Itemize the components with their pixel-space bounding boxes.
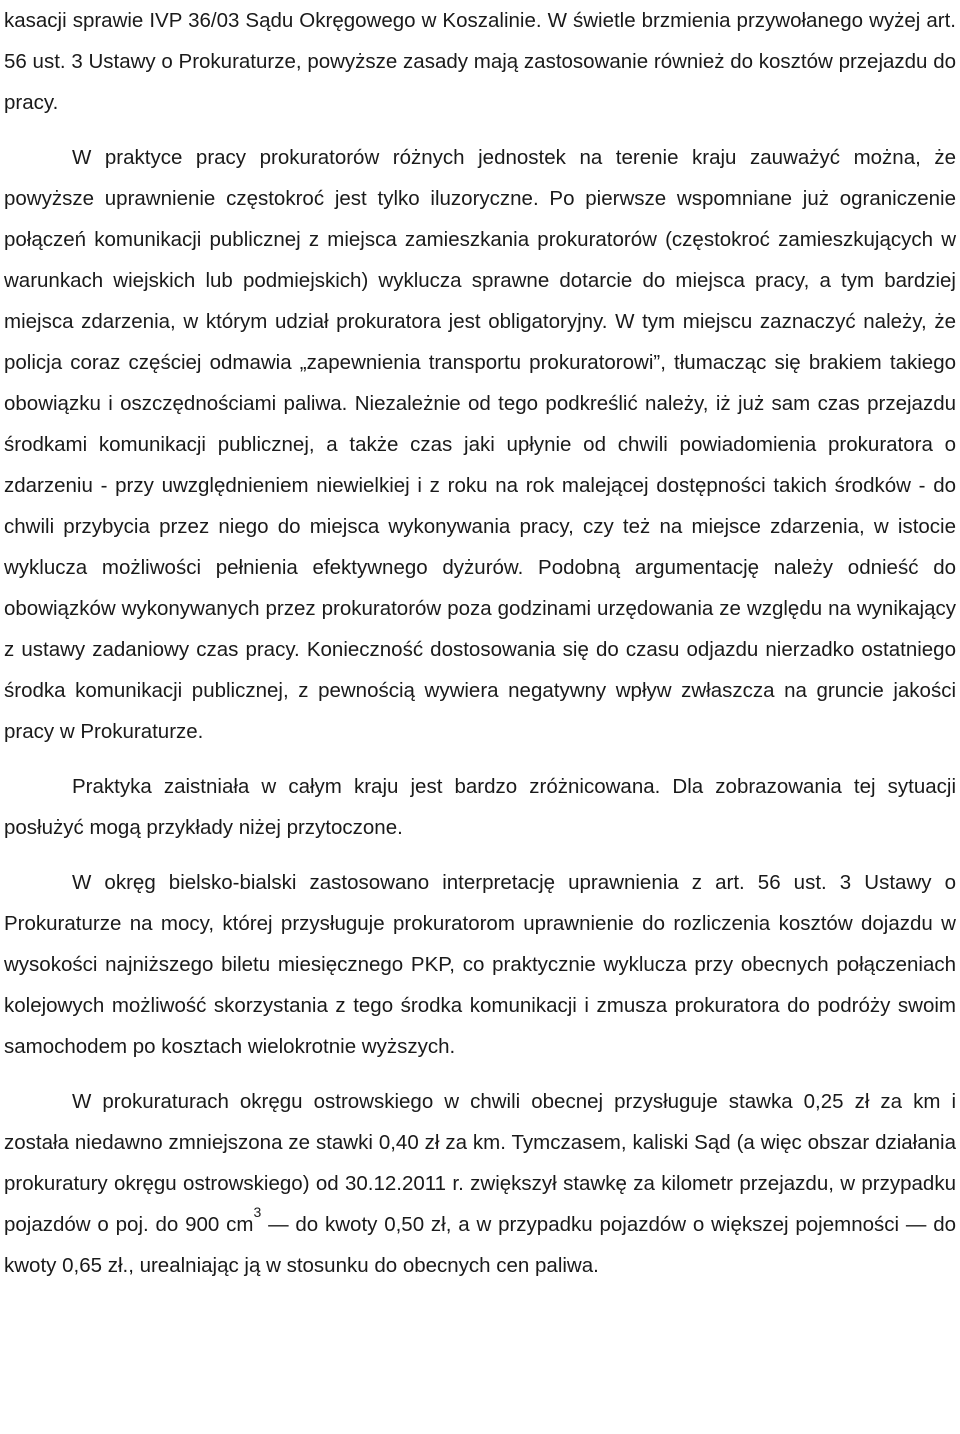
paragraph-2: W praktyce pracy prokuratorów różnych jednostek na terenie kraju zauważyć można, że powyższe uprawnienie częstokroć jest tylko iluzoryczne. Po pierwsze wspomniane już ograniczenie połączeń komunikacji publicznej z miejsca zamieszkania prokuratorów (częstokroć zamieszkujących w warunkach wiejskich lub podmiejskich) wyklucza sprawne dotarcie do miejsca pracy, a tym bardziej miejsca zdarzenia, w którym udział prokuratora jest obligatoryjny. W tym miejscu zaznaczyć należy, że policja coraz częściej odmawia „zapewnienia transportu prokuratorowi”, tłumacząc się brakiem takiego obowiązku i oszczędnościami paliwa. Niezależnie od tego podkreślić należy, iż już sam czas przejazdu środkami komunikacji publicznej, a także czas jaki upłynie od chwili powiadomienia prokuratora o zdarzeniu - przy uwzględnieniem niewielkiej i z roku na rok malejącej dostępności takich środków - do chwili przybycia przez niego do miejsca wykonywania pracy, czy też na miejsce zdarzenia, w istocie wyklucza możliwości pełnienia efektywnego dyżurów. Podobną argumentację należy odnieść do obowiązków wykonywanych przez prokuratorów poza godzinami urzędowania ze względu na wynikający z ustawy zadaniowy czas pracy. Konieczność dostosowania się do czasu odjazdu nierzadko ostatniego środka komunikacji publicznej, z pewnością wywiera negatywny wpływ zwłaszcza na gruncie jakości pracy w Prokuraturze. bbox=[4, 146, 956, 743]
paragraph-5-part-b: — do kwoty 0,50 zł, a w przypadku pojazdów o większej pojemności — do kwoty 0,65 zł., urealniając ją w stosunku do obecnych cen paliwa. bbox=[4, 1213, 956, 1277]
paragraph-5-part-a: W prokuraturach okręgu ostrowskiego w chwili obecnej przysługuje stawka 0,25 zł za km i została niedawno zmniejszona ze stawki 0,40 zł za km. Tymczasem, kaliski Sąd (a więc obszar działania prokuratury okręgu ostrowskiego) od 30.12.2011 r. zwiększył stawkę za kilometr przejazdu, w przypadku pojazdów o poj. do 900 cm bbox=[4, 1090, 956, 1236]
paragraph-4: W okręg bielsko-bialski zastosowano interpretację uprawnienia z art. 56 ust. 3 Ustawy o Prokuraturze na mocy, której przysługuje prokuratorom uprawnienie do rozliczenia kosztów dojazdu w wysokości najniższego biletu miesięcznego PKP, co praktycznie wyklucza przy obecnych połączeniach kolejowych możliwość skorzystania z tego środka komunikacji i zmusza prokuratora do podróży swoim samochodem po kosztach wielokrotnie wyższych. bbox=[4, 871, 956, 1058]
paragraph-1: kasacji sprawie IVP 36/03 Sądu Okręgowego w Koszalinie. W świetle brzmienia przywołanego wyżej art. 56 ust. 3 Ustawy o Prokuraturze, powyższe zasady mają zastosowanie również do kosztów przejazdu do pracy. bbox=[4, 9, 956, 114]
paragraph-5 bbox=[4, 1081, 956, 1286]
cubic-superscript: 3 bbox=[253, 1204, 262, 1221]
paragraph-3: Praktyka zaistniała w całym kraju jest bardzo zróżnicowana. Dla zobrazowania tej sytuacji posłużyć mogą przykłady niżej przytoczone. bbox=[4, 775, 956, 839]
